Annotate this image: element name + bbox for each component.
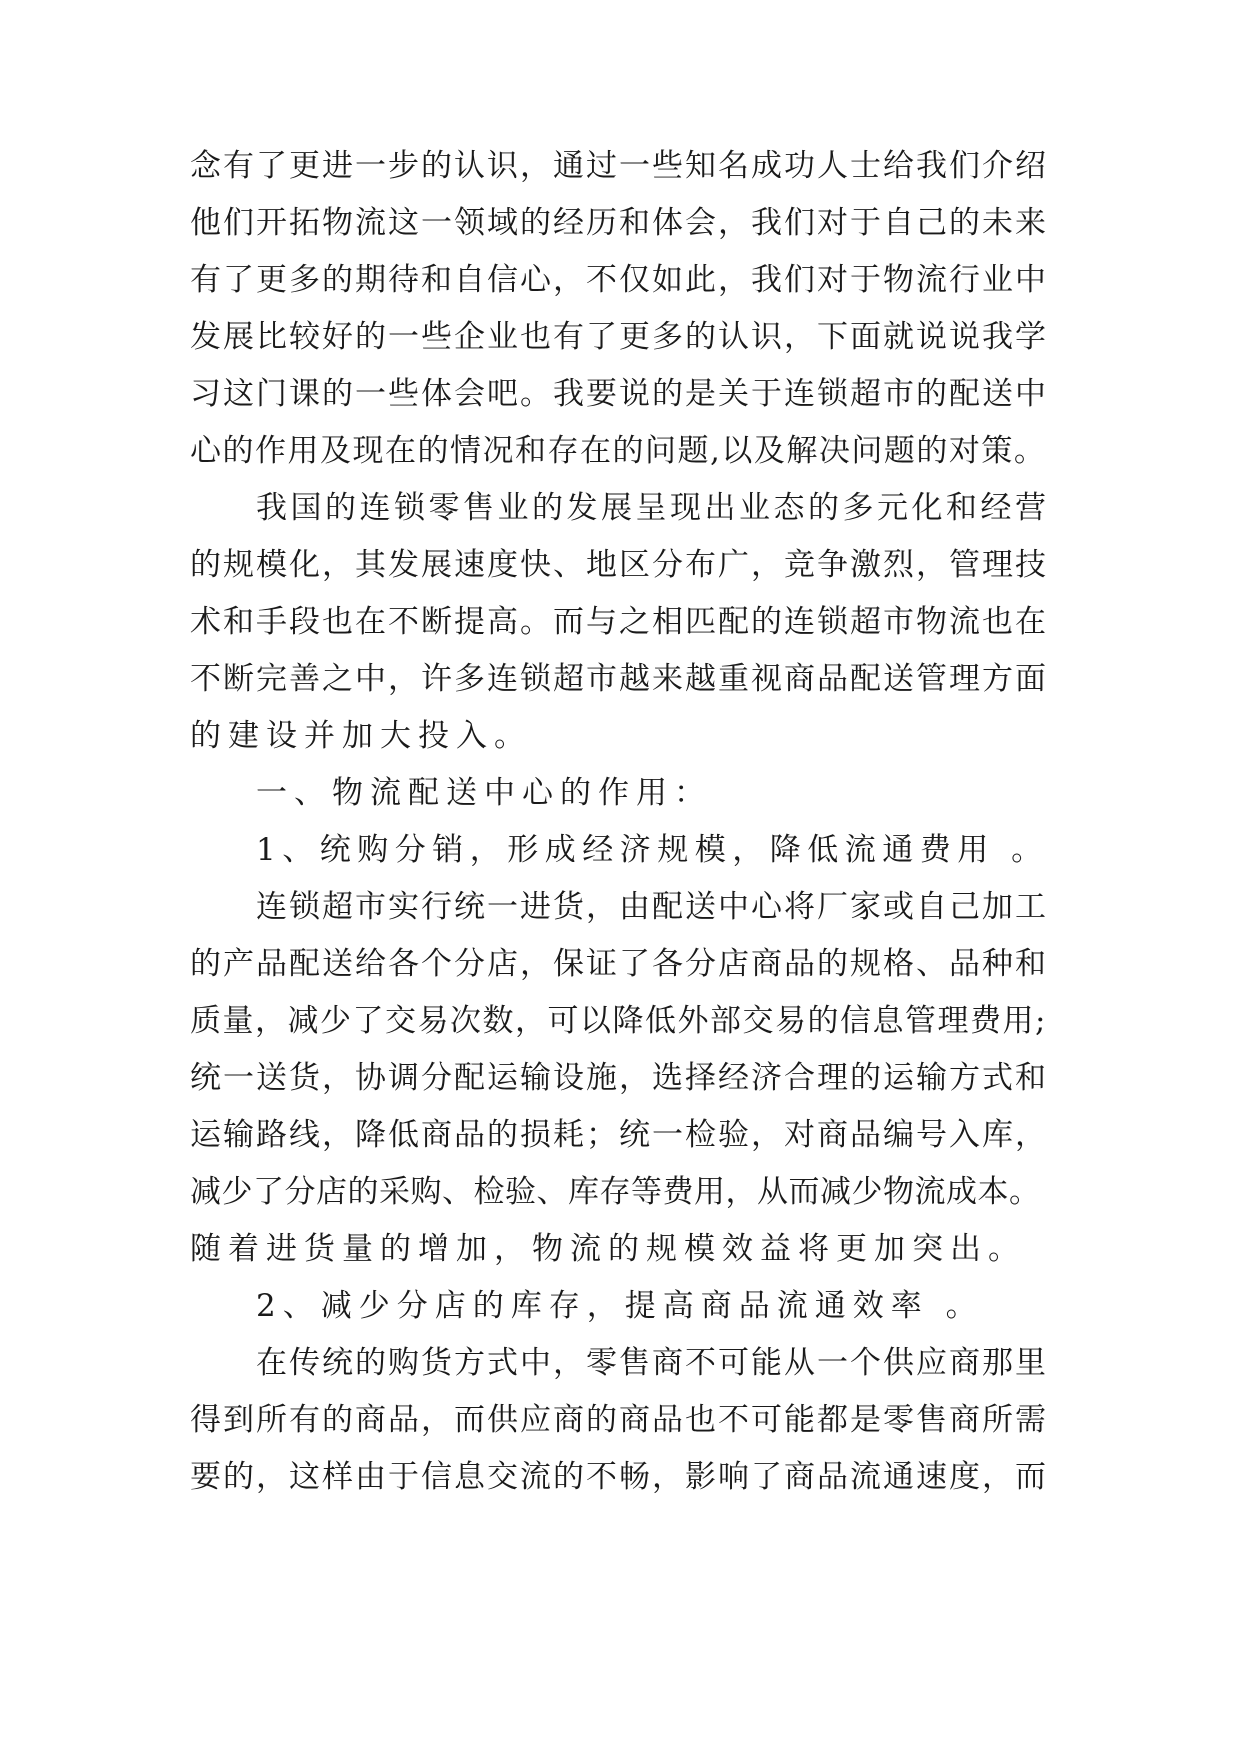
text-line: 运输路线，降低商品的损耗；统一检验，对商品编号入库，	[190, 1117, 1048, 1153]
text-line: 要的，这样由于信息交流的不畅，影响了商品流通速度，而	[190, 1459, 1048, 1495]
text-line: 统一送货，协调分配运输设施，选择经济合理的运输方式和	[190, 1060, 1048, 1096]
text-line: 习这门课的一些体会吧。我要说的是关于连锁超市的配送中	[190, 376, 1048, 412]
text-line: 的建设并加大投入。	[190, 718, 532, 754]
text-line: 术和手段也在不断提高。而与之相匹配的连锁超市物流也在	[190, 604, 1048, 640]
text-line: 不断完善之中，许多连锁超市越来越重视商品配送管理方面	[190, 661, 1048, 697]
text-line: 念有了更进一步的认识，通过一些知名成功人士给我们介绍	[190, 148, 1048, 184]
text-line: 质量，减少了交易次数，可以降低外部交易的信息管理费用;	[190, 1003, 1047, 1039]
text-line: 的规模化，其发展速度快、地区分布广，竞争激烈，管理技	[190, 547, 1048, 583]
text-line: 减少了分店的采购、检验、库存等费用，从而减少物流成本。	[190, 1174, 1041, 1210]
text-line: 有了更多的期待和自信心，不仅如此，我们对于物流行业中	[190, 262, 1048, 298]
text-line: 发展比较好的一些企业也有了更多的认识，下面就说说我学	[190, 319, 1048, 355]
subsection-heading: 2、减少分店的库存，提高商品流通效率 。	[256, 1288, 984, 1324]
text-line: 他们开拓物流这一领域的经历和体会，我们对于自己的未来	[190, 205, 1048, 241]
section-heading: 一、物流配送中心的作用：	[256, 775, 712, 811]
text-line: 随着进货量的增加，物流的规模效益将更加突出。	[190, 1231, 1026, 1267]
text-line: 在传统的购货方式中，零售商不可能从一个供应商那里	[256, 1345, 1048, 1381]
text-line: 的产品配送给各个分店，保证了各分店商品的规格、品种和	[190, 946, 1048, 982]
text-line: 连锁超市实行统一进货，由配送中心将厂家或自己加工	[256, 889, 1048, 925]
text-line: 得到所有的商品，而供应商的商品也不可能都是零售商所需	[190, 1402, 1048, 1438]
text-line: 我国的连锁零售业的发展呈现出业态的多元化和经营	[256, 490, 1050, 526]
text-line: 心的作用及现在的情况和存在的问题,以及解决问题的对策。	[190, 433, 1047, 469]
subsection-heading: 1、统购分销，形成经济规模，降低流通费用 。	[256, 832, 1049, 868]
